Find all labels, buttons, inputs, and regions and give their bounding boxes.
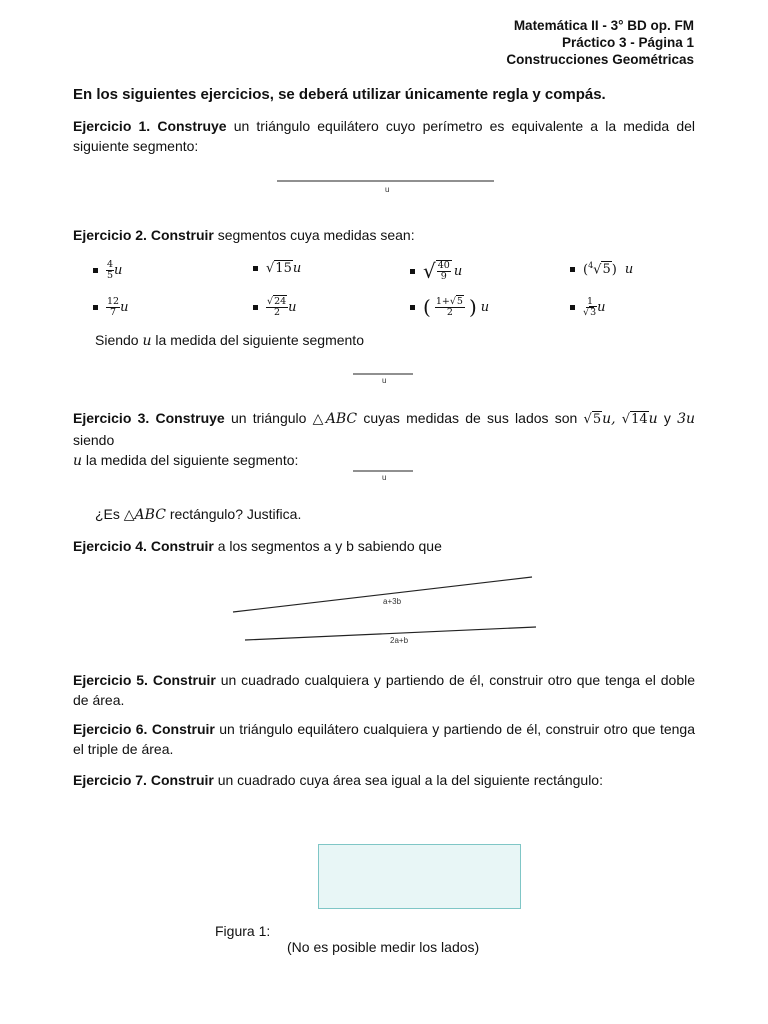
header-practice: Práctico 3 - Página 1: [561, 35, 694, 50]
measure-item: √15u: [253, 261, 301, 276]
exercise-1-label: Ejercicio 1.: [73, 118, 151, 134]
bullet-icon: [93, 268, 98, 273]
measure-item: ( $\frac{1+√5}{2}$ ) u: [410, 295, 489, 319]
bullet-icon: [253, 305, 258, 310]
figure-1-label: Figura 1:: [215, 923, 271, 939]
exercise-4-seg1-label: a+3b: [383, 597, 402, 606]
exercise-2-segment-label: u: [382, 376, 387, 385]
exercise-3: Ejercicio 3. Construye un triángulo △ABC cuyas medidas de sus lados son √5u, √14u y 3u siendo u la medida del siguiente segmento:: [73, 410, 696, 469]
exercise-7: Ejercicio 7. Construir un cuadrado cuya área sea igual a la del siguiente rectángulo:: [73, 772, 603, 788]
bullet-icon: [410, 269, 415, 274]
segment-a-plus-3b: [233, 577, 532, 612]
exercise-2-text: segmentos cuya medidas sean:: [217, 227, 415, 243]
bullet-icon: [93, 305, 98, 310]
exercise-1-text: un triángulo equilátero cuyo perímetro es equivalente a la medida del siguiente segmento:: [73, 118, 696, 154]
intro-instruction: En los siguientes ejercicios, se deberá utilizar únicamente regla y compás.: [73, 86, 606, 103]
figure-1-rectangle: [318, 844, 521, 909]
header-course: Matemática II - 3° BD op. FM: [513, 18, 694, 33]
measure-item: ($^4$√5) u: [570, 261, 633, 277]
exercise-5: Ejercicio 5. Construir un cuadrado cualquiera y partiendo de él, construir otro que tenga el doble de área.: [73, 672, 695, 708]
bullet-icon: [253, 266, 258, 271]
exercise-2-siendo: Siendo u la medida del siguiente segmento: [95, 332, 364, 349]
bullet-icon: [570, 305, 575, 310]
exercise-1-verb: Construye: [157, 118, 227, 134]
exercise-1: [73, 116, 695, 156]
header-topic: Construcciones Geométricas: [506, 52, 694, 67]
bullet-icon: [570, 267, 575, 272]
measure-item: $\frac{12}{7}$ u: [93, 297, 128, 318]
exercise-4: Ejercicio 4. Construir a los segmentos a y b sabiendo que: [73, 538, 442, 554]
exercise-2-label: Ejercicio 2.: [73, 227, 147, 243]
exercise-6: Ejercicio 6. Construir un triángulo equilátero cualquiera y partiendo de él, construir otro que tenga el triple de área.: [73, 721, 695, 757]
exercise-3-question: ¿Es △ABC rectángulo? Justifica.: [95, 506, 302, 523]
figure-1-note: (No es posible medir los lados): [287, 939, 480, 955]
exercise-4-segments: [225, 570, 545, 650]
exercise-3-segment-label: u: [382, 473, 387, 482]
exercise-4-seg2-label: 2a+b: [390, 636, 409, 645]
measure-item: $\frac{1}{√3}$ u: [570, 297, 605, 318]
page-header: [506, 17, 694, 68]
exercise-2: [73, 225, 695, 245]
measure-item: $\frac{√24}{2}$ u: [253, 297, 297, 318]
exercise-1-segment-label: u: [385, 185, 390, 194]
measure-item: √ $\frac{40}{9}$ u: [410, 259, 462, 283]
measure-item: $\frac{4}{5}$ u: [93, 260, 122, 281]
exercise-2-verb: Construir: [150, 227, 214, 243]
bullet-icon: [410, 305, 415, 310]
